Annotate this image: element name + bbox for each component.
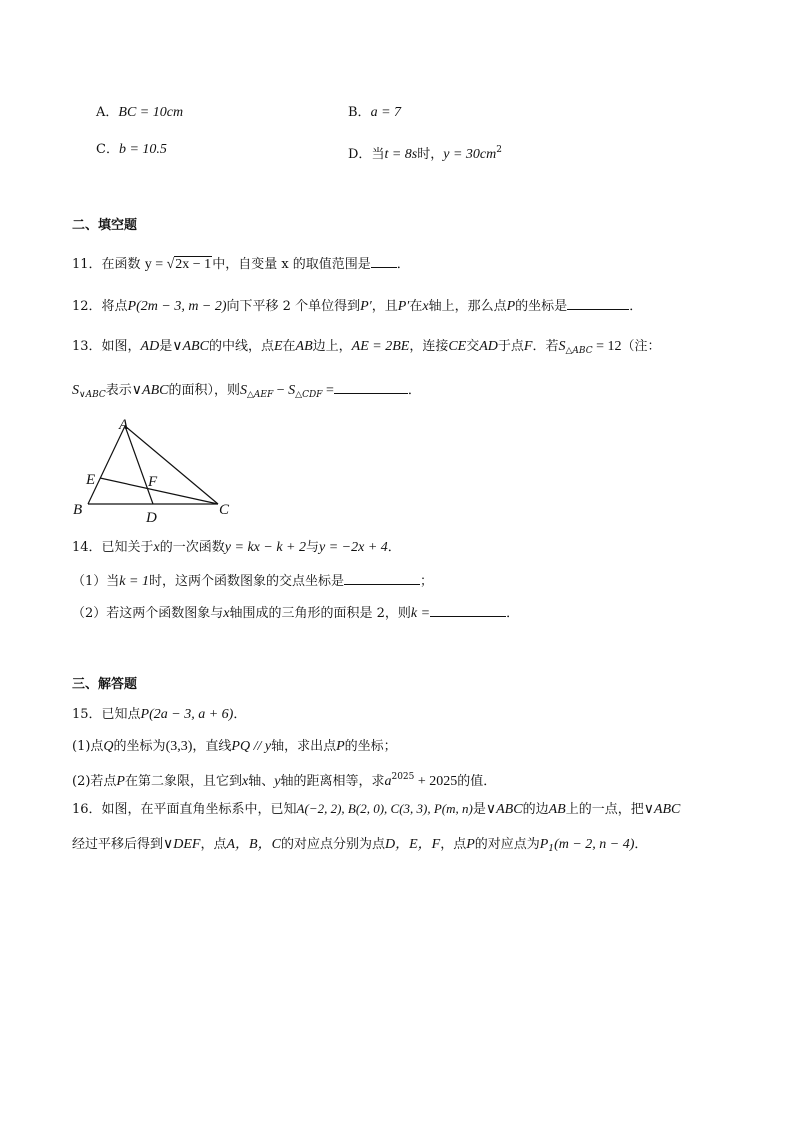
choice-a: A．BC = 10cm <box>96 105 184 120</box>
segment-ce <box>100 478 218 504</box>
question-12: 12．将点P(2m − 3, m − 2)向下平移 2 个单位得到P′，且P′在x轴上，那么点P的坐标是 ． <box>72 299 643 314</box>
label-e: E <box>86 472 96 488</box>
question-11: 11．在函数 y = √2x − 1中，自变量 x 的取值范围是 ． <box>72 257 410 272</box>
label-f: F <box>148 474 158 490</box>
question-14-part-2: （2）若这两个函数图象与x轴围成的三角形的面积是 2，则k = ． <box>72 606 520 621</box>
choice-b-text: a = 7 <box>370 105 402 120</box>
choice-c-text: b = 10.5 <box>118 142 167 157</box>
question-15-part-2: (2)若点P在第二象限，且它到x轴、y轴的距离相等，求$a^{2025} + 2025$的值． <box>72 772 497 789</box>
triangle-figure <box>60 413 250 528</box>
question-13-line-1: 13．如图，AD是∨ABC的中线，点E在AB边上，AE = 2BE，连接CE交AD于点F．若$S_{\triangle ABC} = 12$（注： <box>72 339 661 356</box>
answer-blank[interactable] <box>334 381 408 394</box>
question-13-line-2: $S_{\vee ABC}$表示∨ABC的面积），则$S_{\triangle AEF} - S_{\triangle CDF}$ = ． <box>72 383 421 400</box>
choice-a-text: BC = 10cm <box>118 105 184 120</box>
label-b: B <box>73 502 83 518</box>
choice-d: D．当t = 8s时，$y = 30cm^2$ <box>348 145 502 162</box>
choice-c: C．b = 10.5 <box>96 142 167 157</box>
question-15-part-1: (1)点Q的坐标为(3,3)，直线PQ // y轴，求出点P的坐标； <box>72 739 397 754</box>
question-14-part-1: （1）当k = 1时，这两个函数图象的交点坐标是 ； <box>72 574 433 589</box>
choice-b: B．a = 7 <box>348 105 402 120</box>
section-title-fill-blank: 二、填空题 <box>72 218 138 233</box>
answer-blank[interactable] <box>344 572 420 585</box>
label-d: D <box>146 510 157 526</box>
section-title-solve: 三、解答题 <box>72 677 138 692</box>
question-16-line-1: 16．如图，在平面直角坐标系中，已知A(−2, 2), B(2, 0), C(3, 3), P(m, n)是∨ABC的边AB上的一点，把∨ABC <box>72 801 681 817</box>
answer-blank[interactable] <box>430 604 506 617</box>
question-15: 15．已知点P(2a − 3, a + 6)． <box>72 707 247 722</box>
answer-blank[interactable] <box>371 255 397 268</box>
label-c: C <box>219 502 230 518</box>
label-a: A <box>119 417 129 433</box>
side-ab <box>88 426 125 504</box>
question-14: 14．已知关于x的一次函数y = kx − k + 2与y = −2x + 4． <box>72 540 401 555</box>
question-16-line-2: 经过平移后得到∨DEF，点A，B，C的对应点分别为点D，E，F，点P的对应点为$P_1(m - 2$, n − 4)． <box>72 837 648 854</box>
answer-blank[interactable] <box>567 297 629 310</box>
